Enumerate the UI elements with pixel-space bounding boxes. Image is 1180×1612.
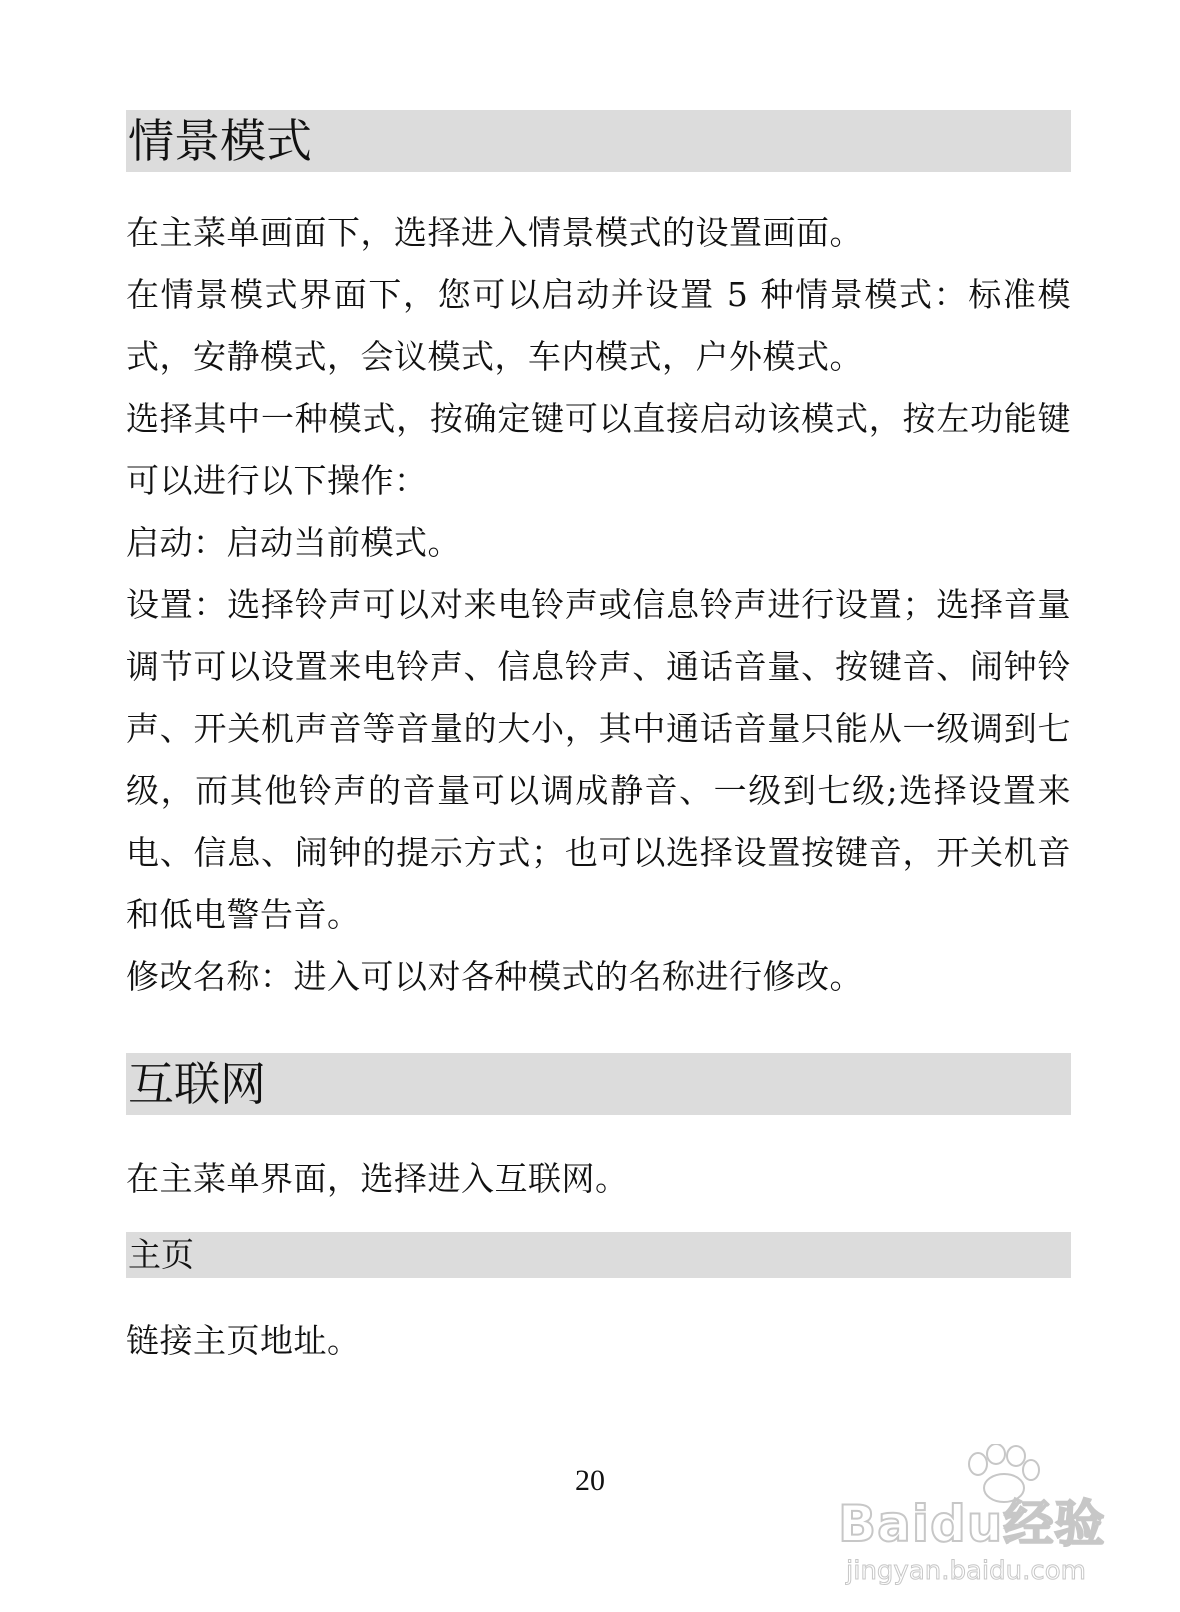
section-title: 情景模式 [128, 114, 312, 168]
section-heading-profiles [126, 110, 1071, 172]
paragraph: 链接主页地址。 [126, 1321, 361, 1360]
paragraph: 修改名称：进入可以对各种模式的名称进行修改。 [126, 957, 863, 996]
section-heading-internet [126, 1053, 1071, 1115]
paragraph: 在主菜单界面，选择进入互联网。 [126, 1159, 629, 1198]
paragraph: 在情景模式界面下，您可以启动并设置 5 种情景模式：标准模式，安静模式，会议模式，车内模式，户外模式。 [126, 275, 1071, 376]
subsection-heading-homepage [126, 1232, 1071, 1278]
watermark-url: jingyan.baidu.com [846, 1556, 1086, 1586]
paragraph: 选择其中一种模式，按确定键可以直接启动该模式，按左功能键可以进行以下操作： [126, 399, 1071, 500]
paragraph: 设置：选择铃声可以对来电铃声或信息铃声进行设置；选择音量调节可以设置来电铃声、信息铃声、通话音量、按键音、闹钟铃声、开关机声音等音量的大小，其中通话音量只能从一级调到七级，而其他铃声的音量可以调成静音、一级到七级;选择设置来电、信息、闹钟的提示方式；也可以选择设置按键音，开关机音和低电警告音。 [126, 585, 1071, 934]
page-number: 20 [575, 1464, 605, 1497]
section-body-profiles [126, 202, 1071, 1008]
section-body-internet [126, 1148, 1071, 1210]
section-title: 互联网 [128, 1057, 266, 1111]
paragraph: 在主菜单画面下，选择进入情景模式的设置画面。 [126, 213, 863, 252]
subsection-title: 主页 [128, 1235, 194, 1274]
watermark-logo: Baidu经验 [838, 1495, 1106, 1553]
paragraph: 启动：启动当前模式。 [126, 523, 461, 562]
section-body-homepage [126, 1310, 1071, 1372]
baidu-watermark [838, 1444, 1138, 1594]
